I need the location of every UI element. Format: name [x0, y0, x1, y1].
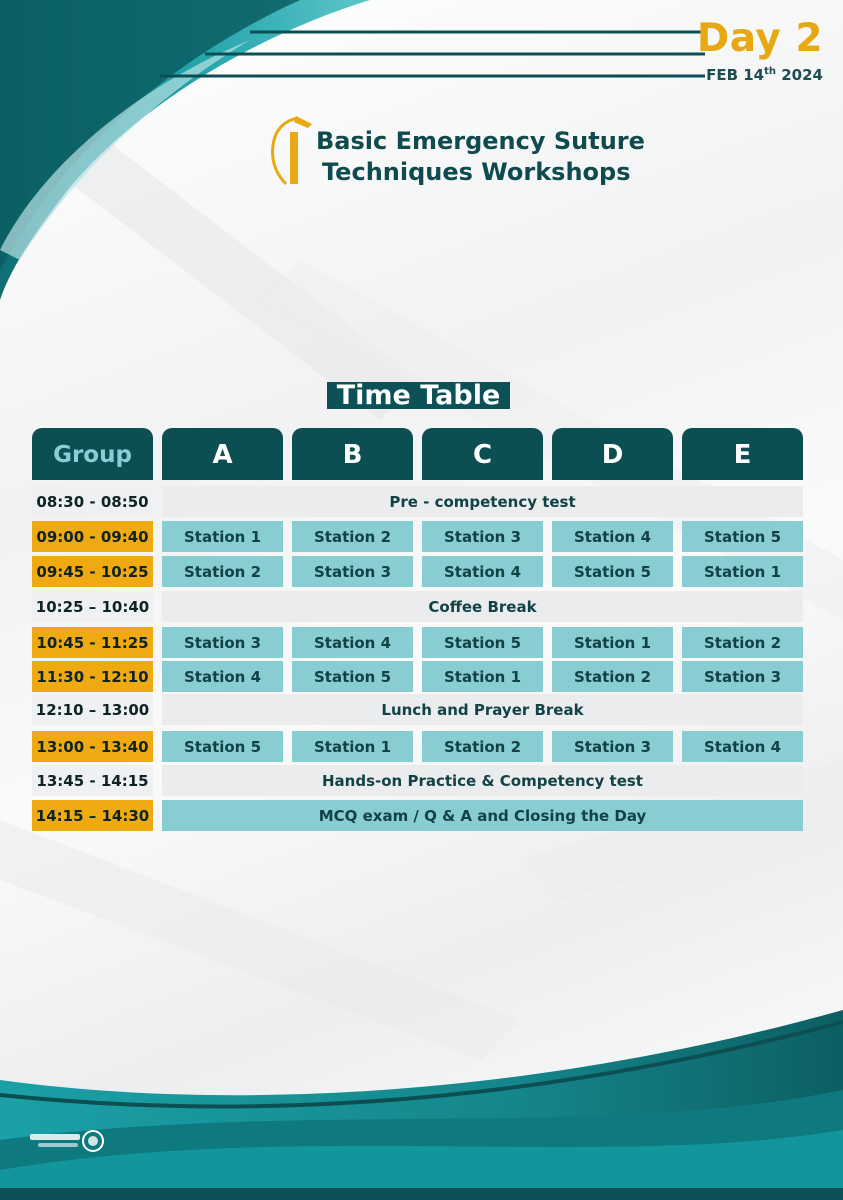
station-cell: Station 5: [162, 731, 283, 762]
time-slot: 08:30 - 08:50: [32, 486, 153, 517]
date-year: 2024: [781, 66, 823, 84]
station-cell: Station 4: [292, 627, 413, 658]
header-group-c: C: [422, 428, 543, 480]
time-slot: 11:30 - 12:10: [32, 661, 153, 692]
station-cell: Station 2: [292, 521, 413, 552]
date-suffix: th: [764, 66, 777, 77]
header-group: Group: [32, 428, 153, 480]
time-slot: 10:25 – 10:40: [32, 591, 153, 622]
session-span: Lunch and Prayer Break: [162, 694, 803, 725]
station-cell: Station 4: [422, 556, 543, 587]
station-cell: Station 1: [162, 521, 283, 552]
station-cell: Station 2: [552, 661, 673, 692]
footer-logo: [28, 1128, 106, 1154]
header-group-b: B: [292, 428, 413, 480]
station-cell: Station 1: [292, 731, 413, 762]
time-slot: 13:45 - 14:15: [32, 765, 153, 796]
workshop-title: [316, 126, 645, 188]
station-cell: Station 3: [552, 731, 673, 762]
workshop-title-line2: Techniques Workshops: [322, 158, 631, 186]
station-cell: Station 5: [292, 661, 413, 692]
station-cell: Station 3: [682, 661, 803, 692]
suture-needle-icon: [268, 114, 314, 186]
time-slot: 09:45 - 10:25: [32, 556, 153, 587]
station-cell: Station 1: [422, 661, 543, 692]
workshop-title-line1: Basic Emergency Suture: [316, 127, 645, 155]
station-cell: Station 5: [422, 627, 543, 658]
station-cell: Station 2: [682, 627, 803, 658]
station-cell: Station 2: [422, 731, 543, 762]
station-cell: Station 4: [682, 731, 803, 762]
session-span: Pre - competency test: [162, 486, 803, 517]
station-cell: Station 3: [162, 627, 283, 658]
time-slot: 09:00 - 09:40: [32, 521, 153, 552]
timetable-label: Time Table: [327, 382, 510, 409]
station-cell: Station 1: [552, 627, 673, 658]
station-cell: Station 4: [162, 661, 283, 692]
time-slot: 13:00 - 13:40: [32, 731, 153, 762]
station-cell: Station 3: [292, 556, 413, 587]
header-group-e: E: [682, 428, 803, 480]
header-group-d: D: [552, 428, 673, 480]
date-month-day: FEB 14: [706, 66, 765, 84]
station-cell: Station 4: [552, 521, 673, 552]
university-seal-icon: [28, 1128, 106, 1154]
header-group-a: A: [162, 428, 283, 480]
time-slot: 10:45 - 11:25: [32, 627, 153, 658]
station-cell: Station 2: [162, 556, 283, 587]
session-span: Coffee Break: [162, 591, 803, 622]
day-title: Day 2: [696, 16, 823, 61]
event-date: [706, 66, 823, 84]
time-slot: 12:10 – 13:00: [32, 694, 153, 725]
session-span: MCQ exam / Q & A and Closing the Day: [162, 800, 803, 831]
station-cell: Station 3: [422, 521, 543, 552]
station-cell: Station 5: [682, 521, 803, 552]
station-cell: Station 1: [682, 556, 803, 587]
session-span: Hands-on Practice & Competency test: [162, 765, 803, 796]
time-slot: 14:15 – 14:30: [32, 800, 153, 831]
station-cell: Station 5: [552, 556, 673, 587]
